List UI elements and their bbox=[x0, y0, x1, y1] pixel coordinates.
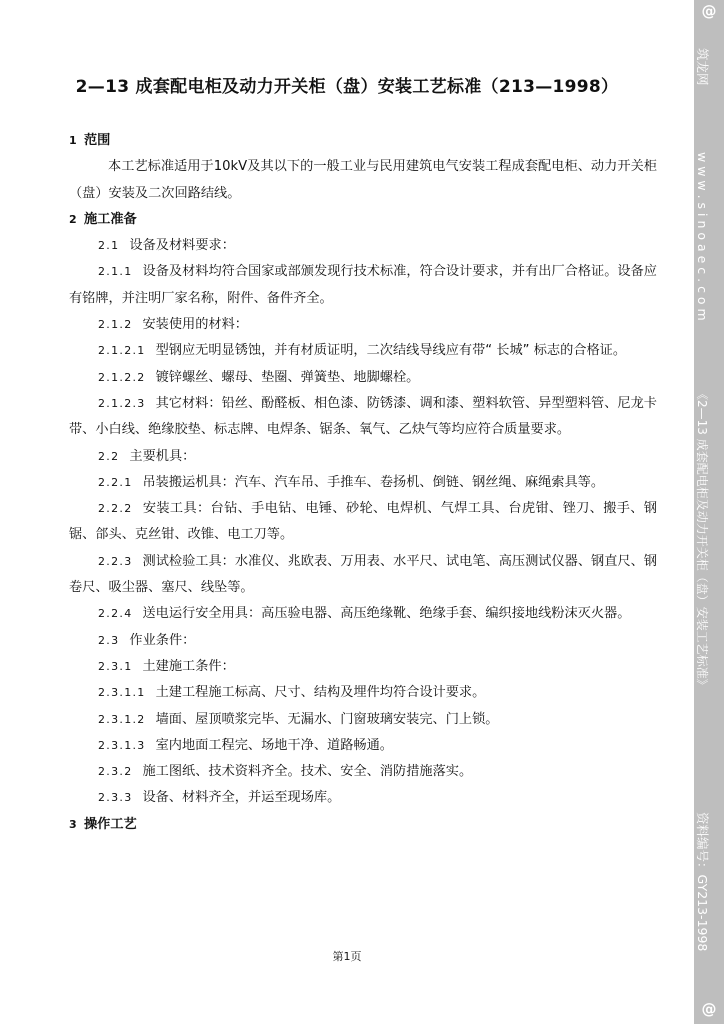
watermark-sidebar bbox=[694, 0, 724, 1024]
clause: 2.2.4 送电运行安全用具：高压验电器、高压绝缘靴、绝缘手套、编织接地线粉沫灭火器。 bbox=[98, 606, 631, 622]
clause: 2.2.3 测试检验工具：水准仪、兆欧表、万用表、水平尺、试电笔、高压测试仪器、钢直尺、钢卷尺、吸尘器、塞尺、线坠等。 bbox=[69, 553, 657, 596]
clause: 2.1.1 设备及材料均符合国家或部颁发现行技术标准，符合设计要求，并有出厂合格证。设备应有铭牌，并注明厂家名称，附件、备件齐全。 bbox=[69, 264, 657, 306]
clause: 2.3.1.2 墙面、屋顶喷浆完毕、无漏水、门窗玻璃安装完、门上锁。 bbox=[98, 711, 499, 727]
at-symbol-top: @ bbox=[701, 2, 717, 20]
clause: 2.2.1 吊装搬运机具：汽车、汽车吊、手推车、卷扬机、倒链、钢丝绳、麻绳索具等。 bbox=[98, 474, 605, 490]
clause: 2.2 主要机具： bbox=[98, 448, 196, 464]
document-title: 2—13 成套配电柜及动力开关柜（盘）安装工艺标准（213—1998） bbox=[75, 77, 619, 97]
clause: 2.1.2.1 型钢应无明显锈蚀，并有材质证明，二次结线导线应有带“ 长城” 标志的合格证。 bbox=[98, 343, 627, 359]
clause: 2.3.1.1 土建工程施工标高、尺寸、结构及埋件均符合设计要求。 bbox=[98, 685, 486, 701]
clause: 2.1.2 安装使用的材料： bbox=[98, 317, 248, 333]
clause: 2.3.2 施工图纸、技术资料齐全。技术、安全、消防措施落实。 bbox=[98, 764, 473, 780]
at-symbol-bottom: @ bbox=[701, 1000, 717, 1018]
sidebar-doc-title: 《2—13 成套配电柜及动力开关柜（盘）安装工艺标准》 bbox=[695, 388, 709, 691]
clause: 2.3.1.3 室内地面工程完、场地干净、道路畅通。 bbox=[98, 737, 393, 753]
section-heading: 2 施工准备 bbox=[69, 211, 137, 227]
section-heading: 3 操作工艺 bbox=[69, 816, 137, 832]
paragraph: 本工艺标准适用于10kV及其以下的一般工业与民用建筑电气安装工程成套配电柜、动力开关柜（盘）安装及二次回路结线。 bbox=[69, 159, 657, 201]
clause: 2.1.2.2 镀锌螺丝、螺母、垫圈、弹簧垫、地脚螺栓。 bbox=[98, 369, 420, 385]
sidebar-site-name: 筑龙网 bbox=[695, 48, 710, 86]
clause: 2.3.3 设备、材料齐全，并运至现场库。 bbox=[98, 790, 341, 806]
clause: 2.3.1 土建施工条件： bbox=[98, 658, 235, 674]
sidebar-url: w w w . s i n o a e c . c o m bbox=[695, 152, 710, 321]
clause: 2.1.2.3 其它材料：铅丝、酚醛板、相色漆、防锈漆、调和漆、塑料软管、异型塑料管、尼龙卡带、小白线、绝缘胶垫、标志牌、电焊条、锯条、氧气、乙炔气等均应符合质量要求。 bbox=[69, 395, 657, 438]
clause: 2.1 设备及材料要求： bbox=[98, 238, 235, 254]
section-heading: 1 范围 bbox=[69, 133, 111, 148]
clause: 2.2.2 安装工具：台钻、手电钻、电锤、砂轮、电焊机、气焊工具、台虎钳、锉刀、搬手、钢锯、郃头、克丝钳、改锥、电工刀等。 bbox=[69, 501, 657, 543]
sidebar-doc-code: 资料编号：GY213-1998 bbox=[695, 812, 710, 952]
page-number: 第1页 bbox=[332, 950, 362, 963]
clause: 2.3 作业条件： bbox=[98, 632, 196, 648]
document-body bbox=[69, 128, 657, 838]
